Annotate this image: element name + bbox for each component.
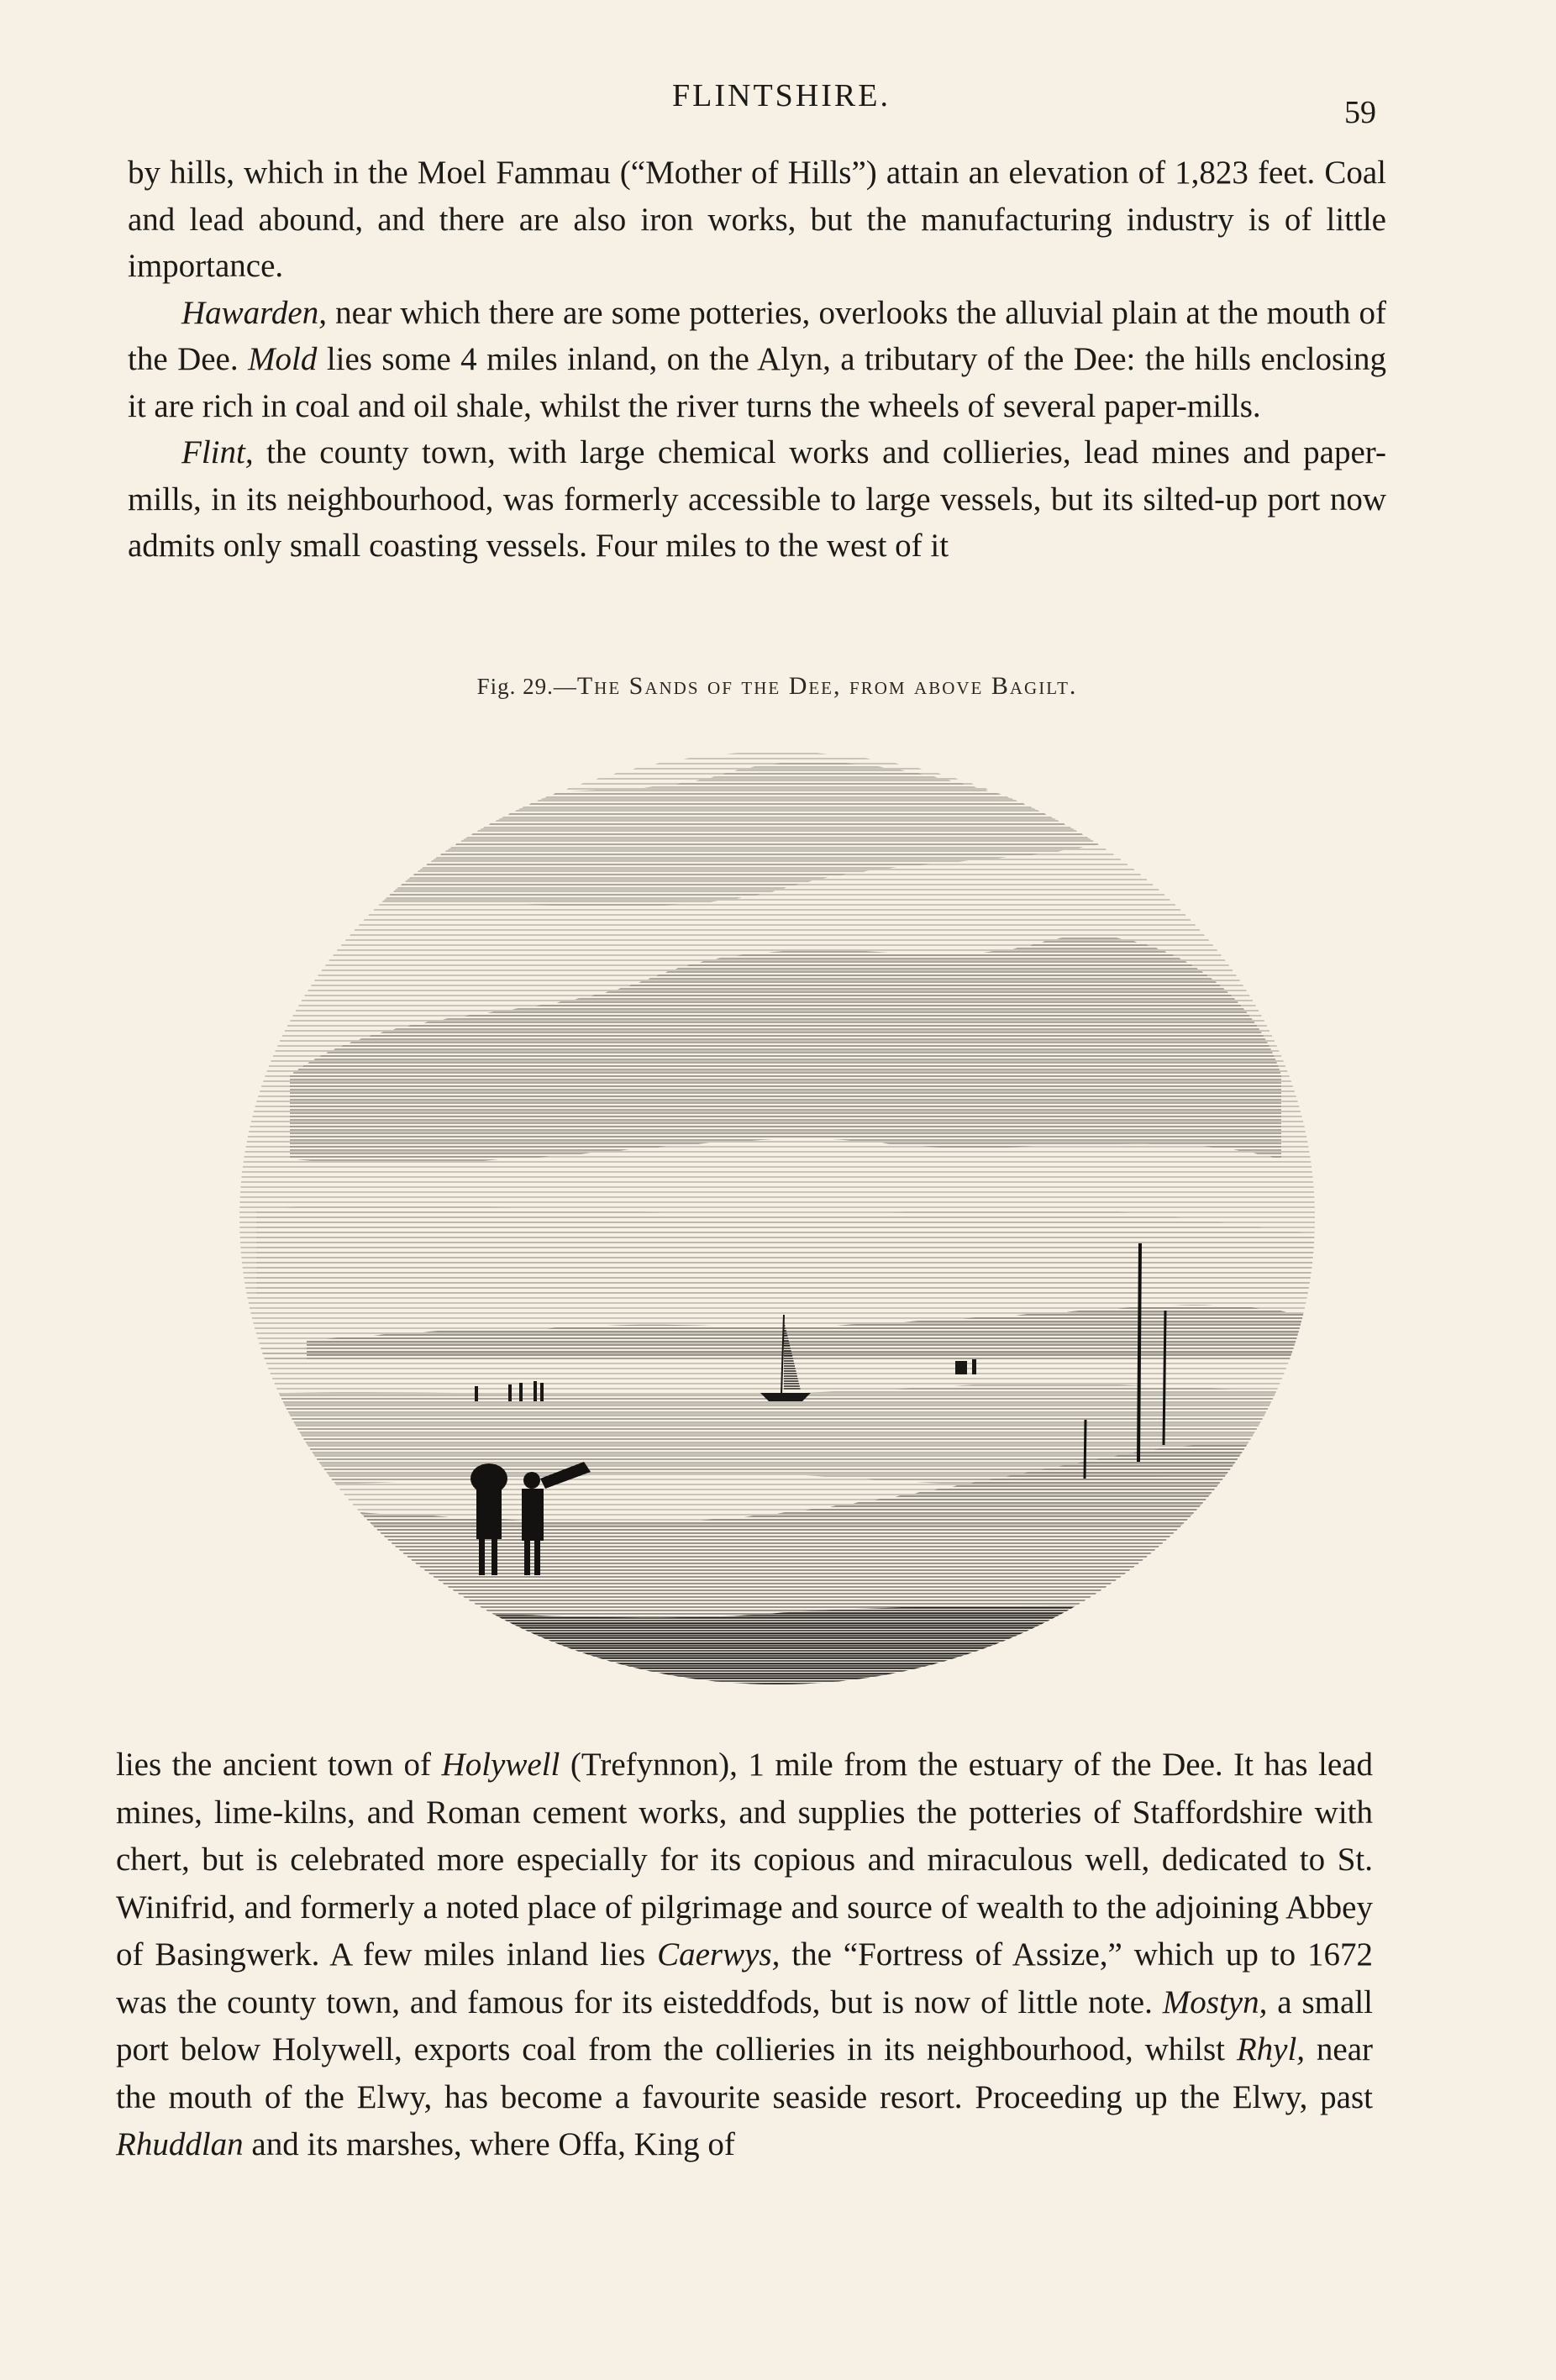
engraving-clipped-scene <box>189 722 1361 1697</box>
paragraph-4-text-d: a small port below Holywell, exports coal from the collieries in its neighbourhood, whilst <box>116 1983 1373 2067</box>
paragraph-2-text-b: lies some 4 miles inland, on the Alyn, a tributary of the Dee: the hills enclosing it are rich in coal and oil shale, whilst the river turns the wheels of several paper-mills. <box>128 341 1386 424</box>
figure-title: The Sands of the Dee, from above Bagilt. <box>576 672 1078 700</box>
place-holywell: Holywell <box>441 1747 560 1783</box>
place-caerwys: Caerwys, <box>657 1936 781 1973</box>
bottom-text-block <box>116 1742 1373 2169</box>
paragraph-3-text: the county town, with large chemical works and collieries, lead mines and paper-mills, in its neighbourhood, was formerly accessible to large vessels, but its silted-up port now admits only small coasting vessels. Four miles to the west of it <box>128 434 1386 564</box>
paragraph-2 <box>128 290 1386 430</box>
figure-caption <box>252 672 1302 701</box>
low-cloud <box>256 1205 1323 1294</box>
paragraph-3 <box>128 429 1386 570</box>
tall-post <box>1138 1243 1140 1462</box>
paragraph-4-text-c: the “Fortress of Assize,” which up to 1672 was the county town, and famous for its eisteddfods, but is now of little note. <box>116 1936 1373 2020</box>
paragraph-4-text-a: lies the ancient town of <box>116 1747 442 1783</box>
short-post <box>1085 1420 1086 1479</box>
paragraph-1 <box>128 150 1386 290</box>
paragraph-4-text-f: and its marshes, where Offa, King of <box>243 2126 735 2162</box>
place-rhuddlan: Rhuddlan <box>116 2126 244 2162</box>
figure-number: Fig. 29.— <box>476 674 577 699</box>
place-mold: Mold <box>248 341 318 377</box>
place-flint: Flint, <box>181 434 254 470</box>
engraving-sands-of-the-dee <box>189 722 1361 1697</box>
paragraph-2-text-a: near which there are some potteries, overlooks the alluvial plain at the mouth of the Dee. <box>128 294 1386 377</box>
top-text-block <box>128 150 1386 570</box>
post-right <box>1164 1311 1165 1445</box>
paragraph-4-text-b: (Trefynnon), 1 mile from the estuary of the Dee. It has lead mines, lime-kilns, and Roman cement works, and supplies the potteries of Staffordshire with chert, but is celebrated more especially for its copious and miraculous well, dedicated to St. Winifrid, and formerly a noted place of pilgrimage and source of wealth to the adjoining Abbey of Basingwerk. A few miles inland lies <box>116 1747 1373 1973</box>
paragraph-4-text-e: near the mouth of the Elwy, has become a favourite seaside resort. Proceeding up the Elwy, past <box>116 2031 1373 2115</box>
running-head: FLINTSHIRE. <box>672 78 891 113</box>
place-mostyn: Mostyn, <box>1162 1983 1268 2020</box>
place-rhyl: Rhyl, <box>1236 2031 1306 2067</box>
paragraph-1-text: by hills, which in the Moel Fammau (“Mother of Hills”) attain an elevation of 1,823 feet. Coal and lead abound, and there are also iron works, but the manufacturing industry is of little importance. <box>128 155 1386 284</box>
page-number: 59 <box>1344 95 1376 130</box>
place-hawarden: Hawarden, <box>181 294 327 331</box>
paragraph-4 <box>116 1742 1373 2169</box>
